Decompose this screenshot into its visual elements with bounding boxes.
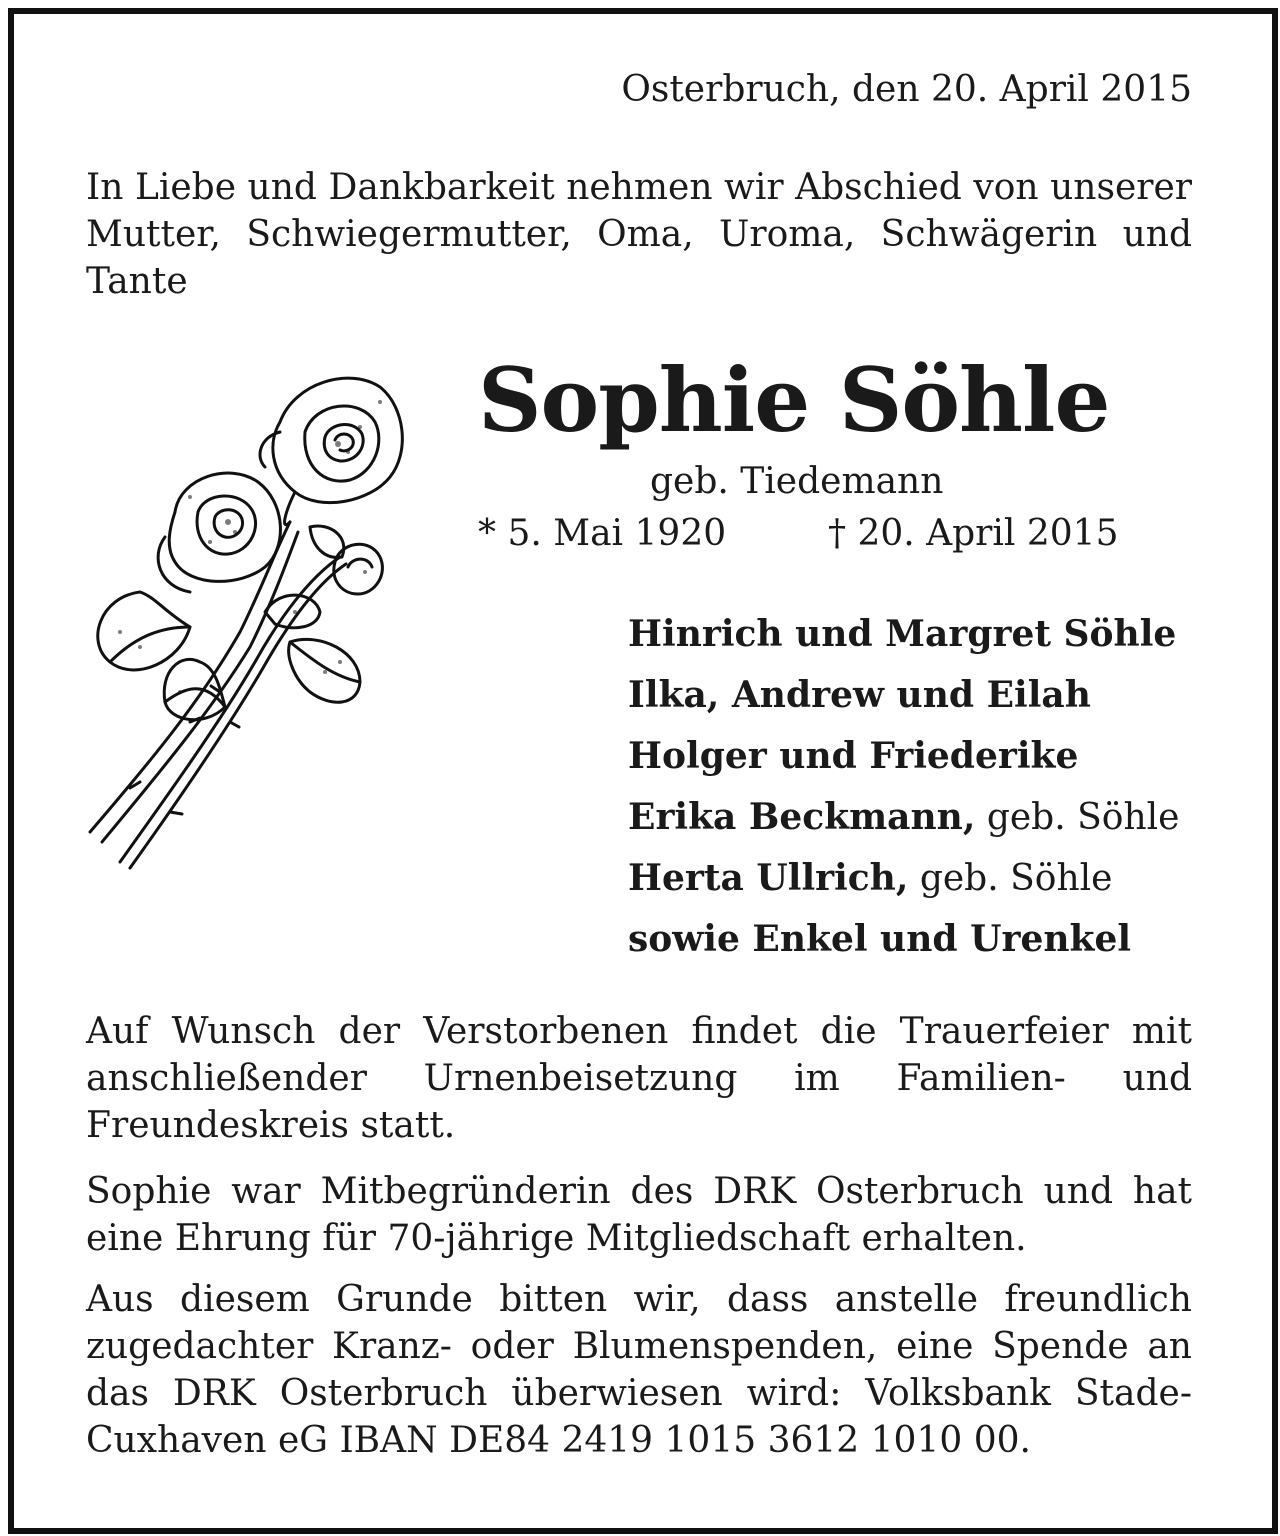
- mourner-name: Holger und Friederike: [628, 735, 1079, 777]
- mourner-name: Erika Beckmann,: [628, 796, 976, 838]
- donation-paragraph: Aus diesem Grunde bitten wir, dass anstelle freundlich zugedachter Kranz- oder Blumenspenden, eine Spende an das DRK Osterbruch überwiesen wird: Volksbank Stade-Cuxhaven eG IBAN DE84 2419 1015 3612 1010 00.: [86, 1279, 1192, 1461]
- mourner-name: sowie Enkel und Urenkel: [628, 918, 1132, 960]
- mourner-entry: [628, 848, 1179, 909]
- mourner-entry: [628, 787, 1179, 848]
- mourners-list: [628, 604, 1179, 970]
- mourner-entry: [628, 604, 1179, 665]
- place-date: Osterbruch, den 20. April 2015: [621, 69, 1192, 110]
- roses-icon: [80, 362, 420, 872]
- mourner-suffix: geb. Söhle: [975, 797, 1180, 838]
- mourner-name: Hinrich und Margret Söhle: [628, 613, 1177, 655]
- death-date: † 20. April 2015: [828, 513, 1119, 554]
- birth-date: * 5. Mai 1920: [478, 513, 727, 554]
- intro-text: In Liebe und Dankbarkeit nehmen wir Abschied von unserer Mutter, Schwiegermutter, Oma, Uroma, Schwägerin und Tante: [86, 167, 1192, 302]
- drk-paragraph: Sophie war Mitbegründerin des DRK Osterbruch und hat eine Ehrung für 70-jährige Mitgliedschaft erhalten.: [86, 1171, 1192, 1259]
- deceased-name: Sophie Söhle: [478, 348, 1110, 452]
- birth-name: geb. Tiedemann: [650, 461, 944, 502]
- mourner-suffix: geb. Söhle: [908, 858, 1113, 899]
- ceremony-paragraph: Auf Wunsch der Verstorbenen findet die Trauerfeier mit anschließender Urnenbeisetzung im Familien- und Freundeskreis statt.: [86, 1011, 1192, 1146]
- mourner-name: Ilka, Andrew und Eilah: [628, 674, 1091, 716]
- mourner-entry: [628, 665, 1179, 726]
- mourner-name: Herta Ullrich,: [628, 857, 909, 899]
- mourner-entry: [628, 909, 1179, 970]
- mourner-entry: [628, 726, 1179, 787]
